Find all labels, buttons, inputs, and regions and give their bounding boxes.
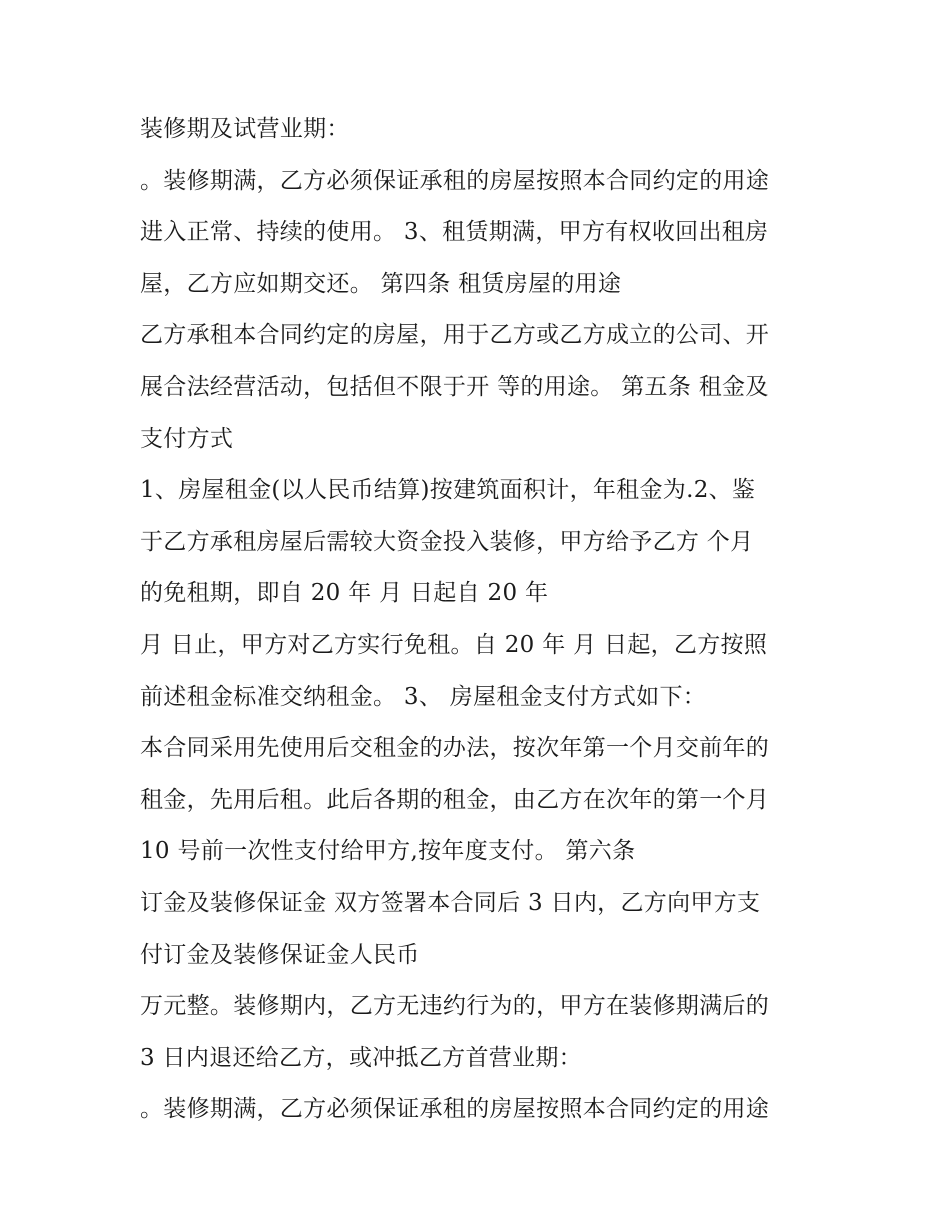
text-line: 10 号前一次性支付给甲方,按年度支付。 第六条 (140, 838, 636, 865)
contract-text (140, 104, 820, 1136)
text-line: 进入正常、持续的使用。 3、租赁期满，甲方有权收回出租房 (140, 219, 769, 246)
text-line: 月 日止，甲方对乙方实行免租。自 20 年 月 日起，乙方按照 (140, 631, 768, 658)
text-line: 3 日内退还给乙方，或冲抵乙方首营业期： (140, 1044, 582, 1071)
text-line: 装修期及试营业期： (140, 116, 350, 142)
text-line: 万元整。装修期内，乙方无违约行为的，甲方在装修期满后的 (140, 993, 770, 1020)
text-line: 的免租期，即自 20 年 月 日起自 20 年 (140, 580, 549, 607)
text-line: 本合同采用先使用后交租金的办法，按次年第一个月交前年的 (140, 735, 770, 762)
text-line: 乙方承租本合同约定的房屋，用于乙方或乙方成立的公司、开 (140, 322, 770, 349)
text-line: 前述租金标准交纳租金。 3、 房屋租金支付方式如下： (140, 683, 707, 710)
text-line: 屋，乙方应如期交还。 第四条 租赁房屋的用途 (140, 270, 622, 297)
text-line: 租金，先用后租。此后各期的租金，由乙方在次年的第一个月 (140, 786, 770, 813)
text-line: 付订金及装修保证金人民币 (140, 941, 420, 968)
text-line: 1、房屋租金(以人民币结算)按建筑面积计，年租金为.2、鉴 (140, 477, 756, 504)
text-line: 订金及装修保证金 双方签署本合同后 3 日内，乙方向甲方支 (140, 889, 761, 916)
text-line: 。装修期满，乙方必须保证承租的房屋按照本合同约定的用途 (140, 1096, 770, 1123)
text-line: 。装修期满，乙方必须保证承租的房屋按照本合同约定的用途 (140, 167, 770, 194)
text-line: 于乙方承租房屋后需较大资金投入装修，甲方给予乙方 个月 (140, 528, 754, 555)
text-line: 展合法经营活动，包括但不限于开 等的用途。 第五条 租金及 (140, 373, 769, 400)
text-line: 支付方式 (140, 425, 234, 452)
